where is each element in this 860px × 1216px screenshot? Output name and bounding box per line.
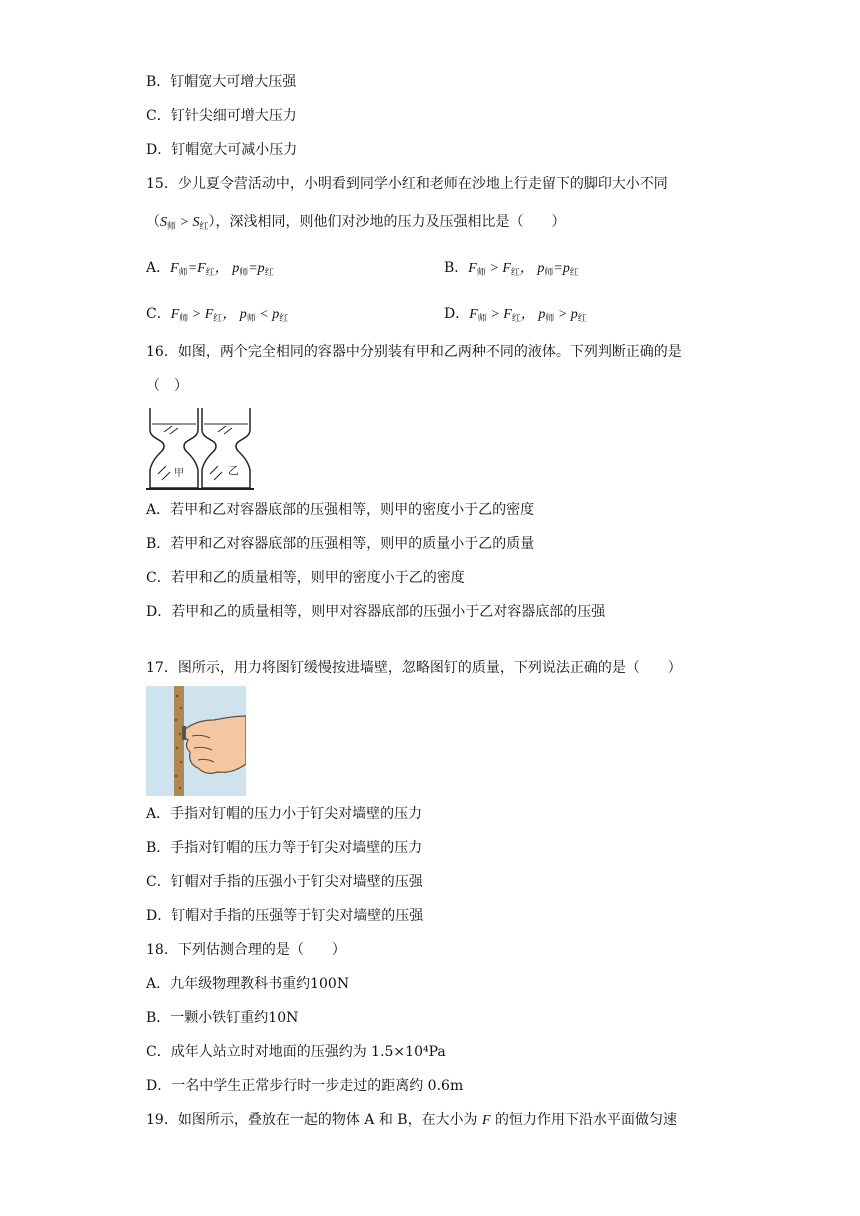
q16-option-d: D．若甲和乙的质量相等，则甲对容器底部的压强小于乙对容器底部的压强 <box>146 604 606 620</box>
q16-option-a: A．若甲和乙对容器底部的压强相等，则甲的密度小于乙的密度 <box>146 502 535 518</box>
label-yi: 乙 <box>228 464 239 477</box>
q16-stem-line2: （ ） <box>146 378 188 394</box>
q18-option-a: A．九年级物理教科书重约100N <box>146 976 350 992</box>
q14-option-c: C．钉针尖细可增大压力 <box>146 108 297 124</box>
q15-option-a-label: A． <box>146 260 171 276</box>
q15-area-relation: $S_师 > S_红$ <box>160 215 209 231</box>
q19-stem-head: 19．如图所示，叠放在一起的物体 A 和 B，在大小为 <box>146 1112 478 1128</box>
q18-option-d: D．一名中学生正常步行时一步走过的距离约 0.6m <box>146 1078 464 1094</box>
q18-stem: 18．下列估测合理的是（ ） <box>146 942 346 958</box>
label-jia: 甲 <box>174 468 184 479</box>
q19-force-variable: F <box>482 1113 491 1128</box>
q16-option-b: B．若甲和乙对容器底部的压强相等，则甲的质量小于乙的质量 <box>146 536 535 552</box>
q14-option-d: D．钉帽宽大可减小压力 <box>146 142 298 158</box>
q15-option-d: D．$F_师 > F_红$， $p_师 > p_红$ <box>444 306 587 323</box>
q17-thumb-pushpin-figure <box>146 686 246 796</box>
q16-stem-line1: 16．如图，两个完全相同的容器中分别装有甲和乙两种不同的液体。下列判断正确的是 <box>146 344 682 360</box>
q15-option-c-label: C． <box>146 306 171 322</box>
q16-option-c: C．若甲和乙的质量相等，则甲的密度小于乙的密度 <box>146 570 465 586</box>
q15-option-c: C．$F_师 > F_红$， $p_师 < p_红$ <box>146 306 289 323</box>
q16-containers-figure <box>146 404 256 490</box>
q17-option-d: D．钉帽对手指的压强等于钉尖对墙壁的压强 <box>146 908 424 924</box>
q15-stem-line2: $(S_师 > S_红)$，深浅相同，则他们对沙地的压力及压强相比是（ ） <box>146 214 566 231</box>
q19-stem-tail: 的恒力作用下沿水平面做匀速 <box>495 1112 678 1128</box>
sub-teacher: 师 <box>167 221 177 231</box>
q18-option-b: B．一颗小铁钉重约10N <box>146 1010 299 1026</box>
q14-option-b: B．钉帽宽大可增大压强 <box>146 74 297 90</box>
q15-option-a: A．$F_师=F_红$， $p_师=p_红$ <box>146 260 274 277</box>
sub-red: 红 <box>199 221 209 231</box>
q17-stem: 17．图所示，用力将图钉缓慢按进墙壁，忽略图钉的质量，下列说法正确的是（ ） <box>146 660 682 676</box>
q15-stem-line1: 15．少儿夏令营活动中，小明看到同学小红和老师在沙地上行走留下的脚印大小不同 <box>146 176 668 192</box>
q15-stem-tail: ，深浅相同，则他们对沙地的压力及压强相比是（ ） <box>215 214 566 230</box>
q19-stem-line1 <box>146 1110 677 1131</box>
q18-option-c: C．成年人站立时对地面的压强约为 1.5×10⁴Pa <box>146 1044 446 1060</box>
q17-option-b: B．手指对钉帽的压力等于钉尖对墙壁的压力 <box>146 840 423 856</box>
q15-option-b-label: B． <box>444 260 469 276</box>
q17-option-c: C．钉帽对手指的压强小于钉尖对墙壁的压强 <box>146 874 423 890</box>
q15-option-d-label: D． <box>444 306 470 322</box>
q17-option-a: A．手指对钉帽的压力小于钉尖对墙壁的压力 <box>146 806 423 822</box>
q15-option-b: B．$F_师 > F_红$， $p_师=p_红$ <box>444 260 579 277</box>
